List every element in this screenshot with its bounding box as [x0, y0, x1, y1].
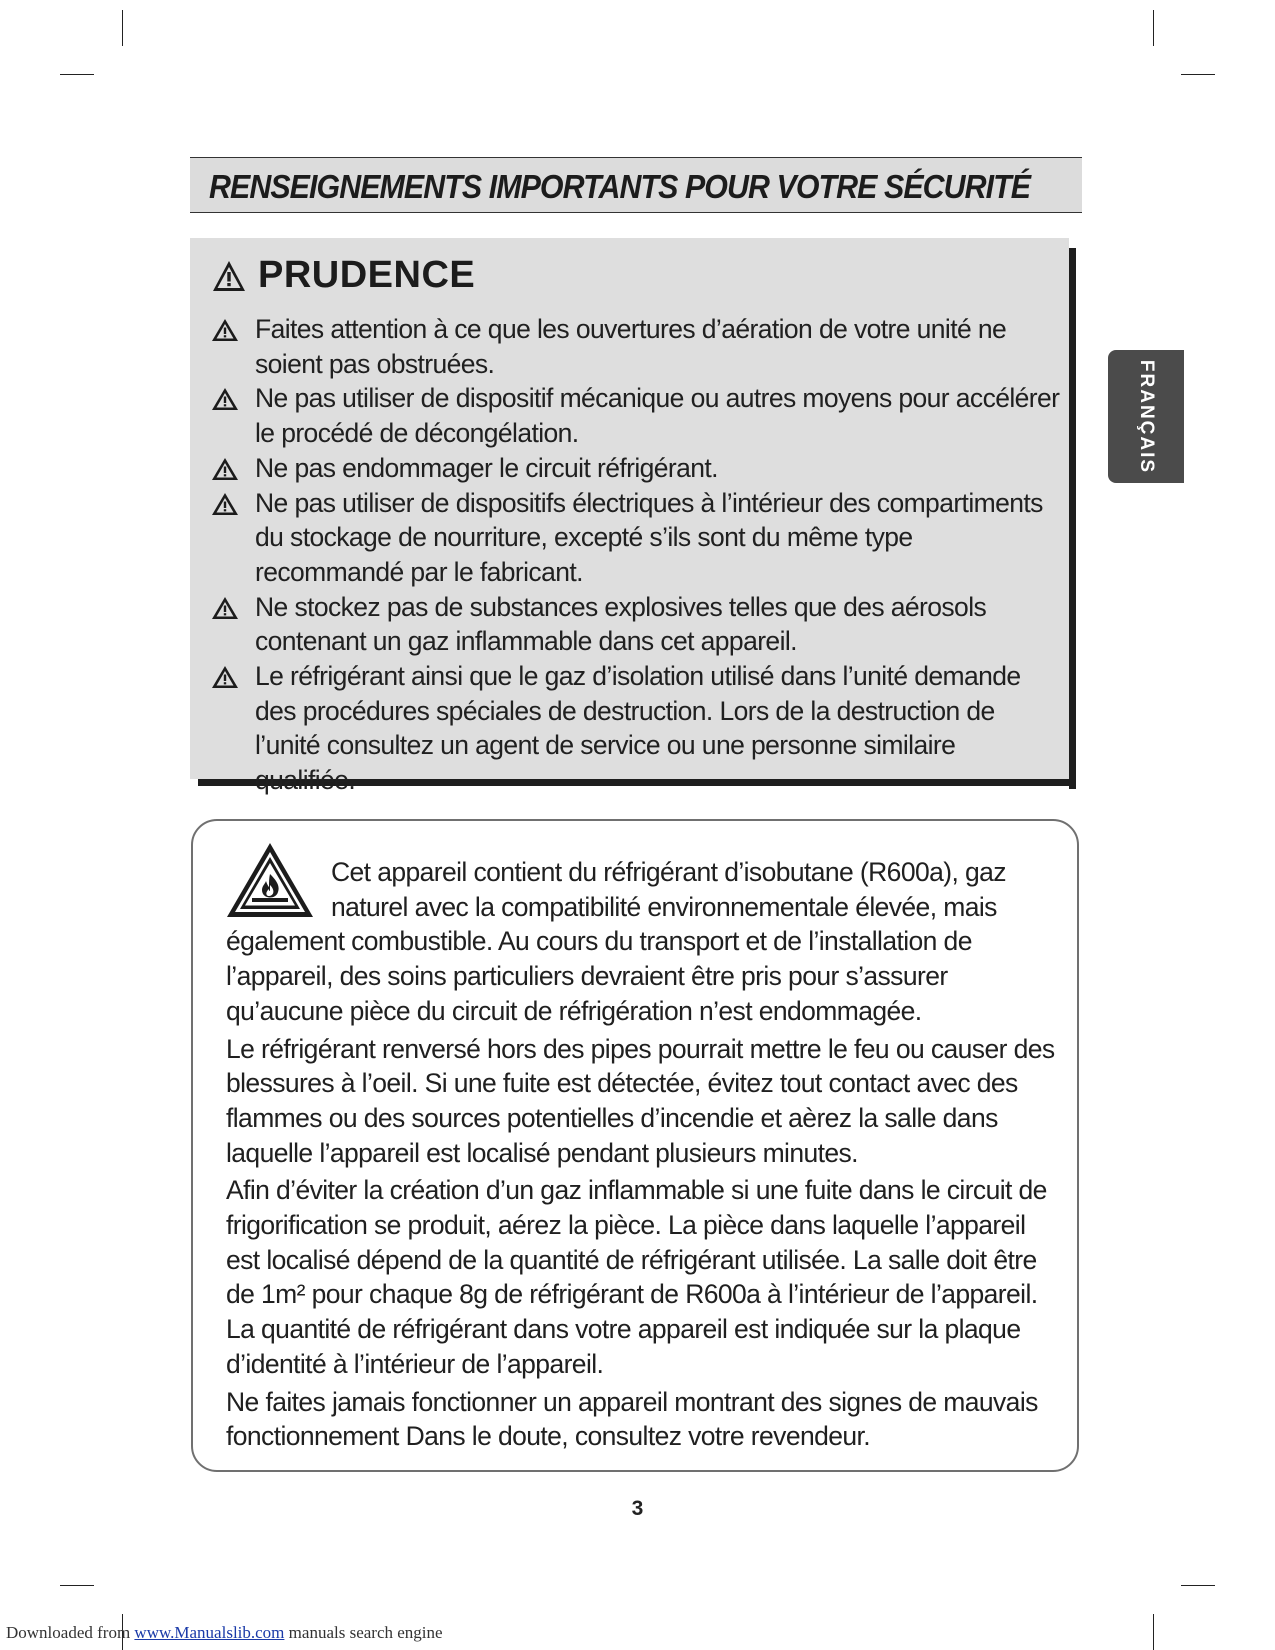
list-item — [212, 486, 1062, 590]
box-shadow — [1069, 248, 1076, 789]
prudence-heading — [212, 254, 475, 297]
list-item-text: Ne stockez pas de substances explosives telles que des aérosols contenant un gaz inflammable dans cet appareil. — [255, 591, 987, 657]
list-item — [212, 451, 1062, 486]
warning-triangle-icon — [212, 493, 238, 515]
crop-mark — [1153, 1614, 1154, 1650]
prudence-box — [190, 238, 1069, 796]
warning-triangle-icon — [212, 319, 238, 341]
info-paragraph: Afin d’éviter la création d’un gaz inflammable si une fuite dans le circuit de frigorification se produit, aérez la pièce. La pièce dans laquelle l’appareil est localisé dépend de la quantité de réfrigérant utilisée. La salle doit être de 1m² pour chaque 8g de réfrigérant de R600a à l’intérieur de l’appareil. La quantité de réfrigérant dans votre appareil est indiquée sur la plaque d’identité à l’intérieur de l’appareil. — [226, 1175, 1047, 1379]
footer-prefix: Downloaded from — [6, 1623, 135, 1642]
list-item — [212, 590, 1062, 659]
prudence-label: PRUDENCE — [258, 254, 476, 296]
warning-triangle-icon — [212, 388, 238, 410]
list-item-text: Ne pas utiliser de dispositifs électriques à l’intérieur des compartiments du stockage de nourriture, excepté s’ils sont du même type recommandé par le fabricant. — [255, 487, 1043, 587]
download-footer — [6, 1623, 443, 1643]
list-item — [212, 312, 1062, 381]
page-number: 3 — [631, 1497, 644, 1520]
list-item-text: Faites attention à ce que les ouvertures d’aération de votre unité ne soient pas obstruées. — [255, 314, 1007, 379]
section-header — [190, 157, 1082, 213]
warning-triangle-icon — [212, 597, 238, 619]
list-item-text: Ne pas utiliser de dispositif mécanique ou autres moyens pour accélérer le procédé de décongélation. — [255, 383, 1060, 449]
info-paragraph: Ne faites jamais fonctionner un appareil montrant des signes de mauvais fonctionnement Dans le doute, consultez votre revendeur. — [226, 1386, 1038, 1452]
flammable-info-box — [191, 819, 1079, 1472]
language-tab — [1108, 350, 1184, 483]
page-title: RENSEIGNEMENTS IMPORTANTS POUR VOTRE SÉCURITÉ — [209, 168, 1031, 205]
crop-mark — [1181, 74, 1215, 75]
info-text — [226, 855, 1056, 1457]
info-paragraph: Le réfrigérant renversé hors des pipes pourrait mettre le feu ou causer des blessures à l’oeil. Si une fuite est détectée, évitez tout contact avec des flammes ou des sources potentielles d’incendie et aèrez la salle dans laquelle l’appareil est localisé pendant plusieurs minutes. — [226, 1033, 1055, 1168]
crop-mark — [60, 1585, 94, 1586]
crop-mark — [122, 10, 123, 46]
crop-mark — [1153, 10, 1154, 46]
list-item — [212, 381, 1062, 450]
manualslib-link[interactable]: www.Manualslib.com — [134, 1623, 285, 1642]
language-tab-label: FRANÇAIS — [1136, 359, 1157, 474]
crop-mark — [1181, 1585, 1215, 1586]
warning-triangle-icon — [212, 666, 238, 688]
list-item-text: Ne pas endommager le circuit réfrigérant. — [255, 452, 718, 483]
prudence-list — [212, 312, 1062, 798]
list-item-text: Le réfrigérant ainsi que le gaz d’isolation utilisé dans l’unité demande des procédures spéciales de destruction. Lors de la destruction de l’unité consultez un agent de service ou une personne similaire qualifiée. — [255, 661, 1021, 796]
footer-suffix: manuals search engine — [284, 1623, 443, 1642]
info-paragraph: Cet appareil contient du réfrigérant d’isobutane (R600a), gaz naturel avec la compatibilité environnementale élevée, mais également combustible. Au cours du transport et de l’installation de l’appareil, des soins particuliers devraient être pris pour s’assurer qu’aucune pièce du circuit de réfrigération n’est endommagée. — [226, 857, 1006, 1026]
list-item — [212, 659, 1062, 798]
warning-triangle-icon — [212, 458, 238, 480]
crop-mark — [60, 74, 94, 75]
warning-triangle-icon — [212, 260, 246, 292]
